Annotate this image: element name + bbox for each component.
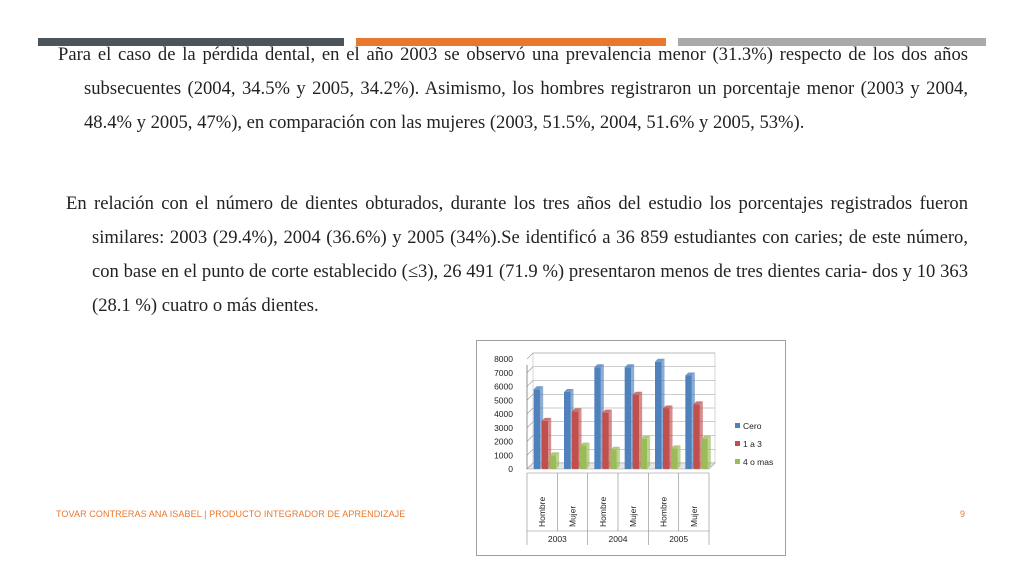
paragraph-2-text: En relación con el número de dientes obturados, durante los tres años del estudio los porcentajes registrados fueron similares: 2003 (29.4%), 2004 (36.6%) y 2005 (34%).Se identificó a 36 859 estudiantes con caries; de este número, con base en el punto de corte establecido (≤3), 26 491 (71.9 %) presentaron menos de tres dientes caria- dos y 10 363 (28.1 %) cuatro o más dientes. (66, 193, 968, 316)
bar-4-o-mas (580, 446, 587, 469)
legend-label: Cero (743, 421, 762, 431)
legend-swatch (735, 423, 740, 428)
bar-side (647, 436, 650, 469)
y-tick-label: 0 (508, 464, 513, 474)
y-tick-label: 6000 (494, 381, 513, 392)
bar-side (678, 445, 681, 469)
x-category-label: Hombre (658, 496, 669, 527)
x-group-label: 2003 (547, 534, 567, 544)
gridline-diagonal (527, 353, 533, 359)
gridline-diagonal (527, 436, 533, 442)
gridline-diagonal (527, 422, 533, 428)
bar-cero (594, 367, 601, 469)
bar-cero (625, 367, 632, 469)
x-category-label: Hombre (597, 496, 608, 527)
bar-4-o-mas (701, 439, 708, 469)
bar-1-a-3 (542, 421, 549, 469)
bar-cero (655, 362, 662, 469)
footer-text: TOVAR CONTRERAS ANA ISABEL | PRODUCTO INTEGRADOR DE APRENDIZAJE (56, 509, 406, 519)
gridline-diagonal (527, 381, 533, 387)
x-category-label: Mujer (567, 505, 578, 527)
x-category-label: Mujer (628, 505, 639, 527)
bar-1-a-3 (663, 409, 670, 470)
gridline-diagonal (527, 408, 533, 414)
x-category-label: Hombre (537, 496, 548, 527)
y-tick-label: 2000 (494, 436, 513, 447)
gridline-diagonal (527, 367, 533, 373)
y-tick-label: 4000 (494, 409, 513, 419)
legend-label: 4 o mas (743, 457, 774, 467)
y-tick-label: 5000 (494, 395, 513, 406)
bar-1-a-3 (602, 413, 609, 469)
bar-side (617, 447, 620, 469)
page-number: 9 (960, 509, 966, 519)
bar-chart (476, 340, 786, 556)
bar-4-o-mas (610, 450, 617, 469)
y-tick-label: 7000 (494, 367, 513, 378)
x-group-label: 2005 (669, 534, 689, 544)
y-tick-label: 1000 (494, 450, 513, 461)
bar-1-a-3 (693, 404, 700, 469)
bar-4-o-mas (550, 455, 557, 469)
bar-cero (685, 376, 692, 470)
bar-side (587, 443, 590, 469)
x-category-label: Mujer (688, 505, 699, 527)
legend-label: 1 a 3 (743, 439, 762, 449)
x-group-label: 2004 (608, 534, 628, 544)
y-tick-label: 3000 (494, 422, 513, 433)
gridline-diagonal (527, 449, 533, 455)
paragraph-1-text: Para el caso de la pérdida dental, en el año 2003 se observó una prevalencia menor (31.3%) respecto de los dos años subsecuentes (2004, 34.5% y 2005, 34.2%). Asimismo, los hombres registraron un porcentaje menor (2003 y 2004, 48.4% y 2005, 47%), en comparación con las mujeres (2003, 51.5%, 2004, 51.6% y 2005, 53%). (58, 44, 968, 133)
bar-cero (534, 389, 541, 469)
chart-svg (477, 341, 785, 555)
bar-cero (564, 392, 571, 469)
legend-swatch (735, 441, 740, 446)
bar-4-o-mas (671, 448, 678, 469)
bar-1-a-3 (633, 395, 640, 469)
bar-side (708, 436, 711, 469)
legend-swatch (735, 459, 740, 464)
bar-4-o-mas (641, 439, 648, 469)
gridline-diagonal (527, 394, 533, 400)
paragraph-tooth-loss (58, 38, 968, 140)
paragraph-filled-teeth (66, 187, 968, 323)
bar-1-a-3 (572, 411, 579, 469)
y-tick-label: 8000 (494, 354, 513, 364)
